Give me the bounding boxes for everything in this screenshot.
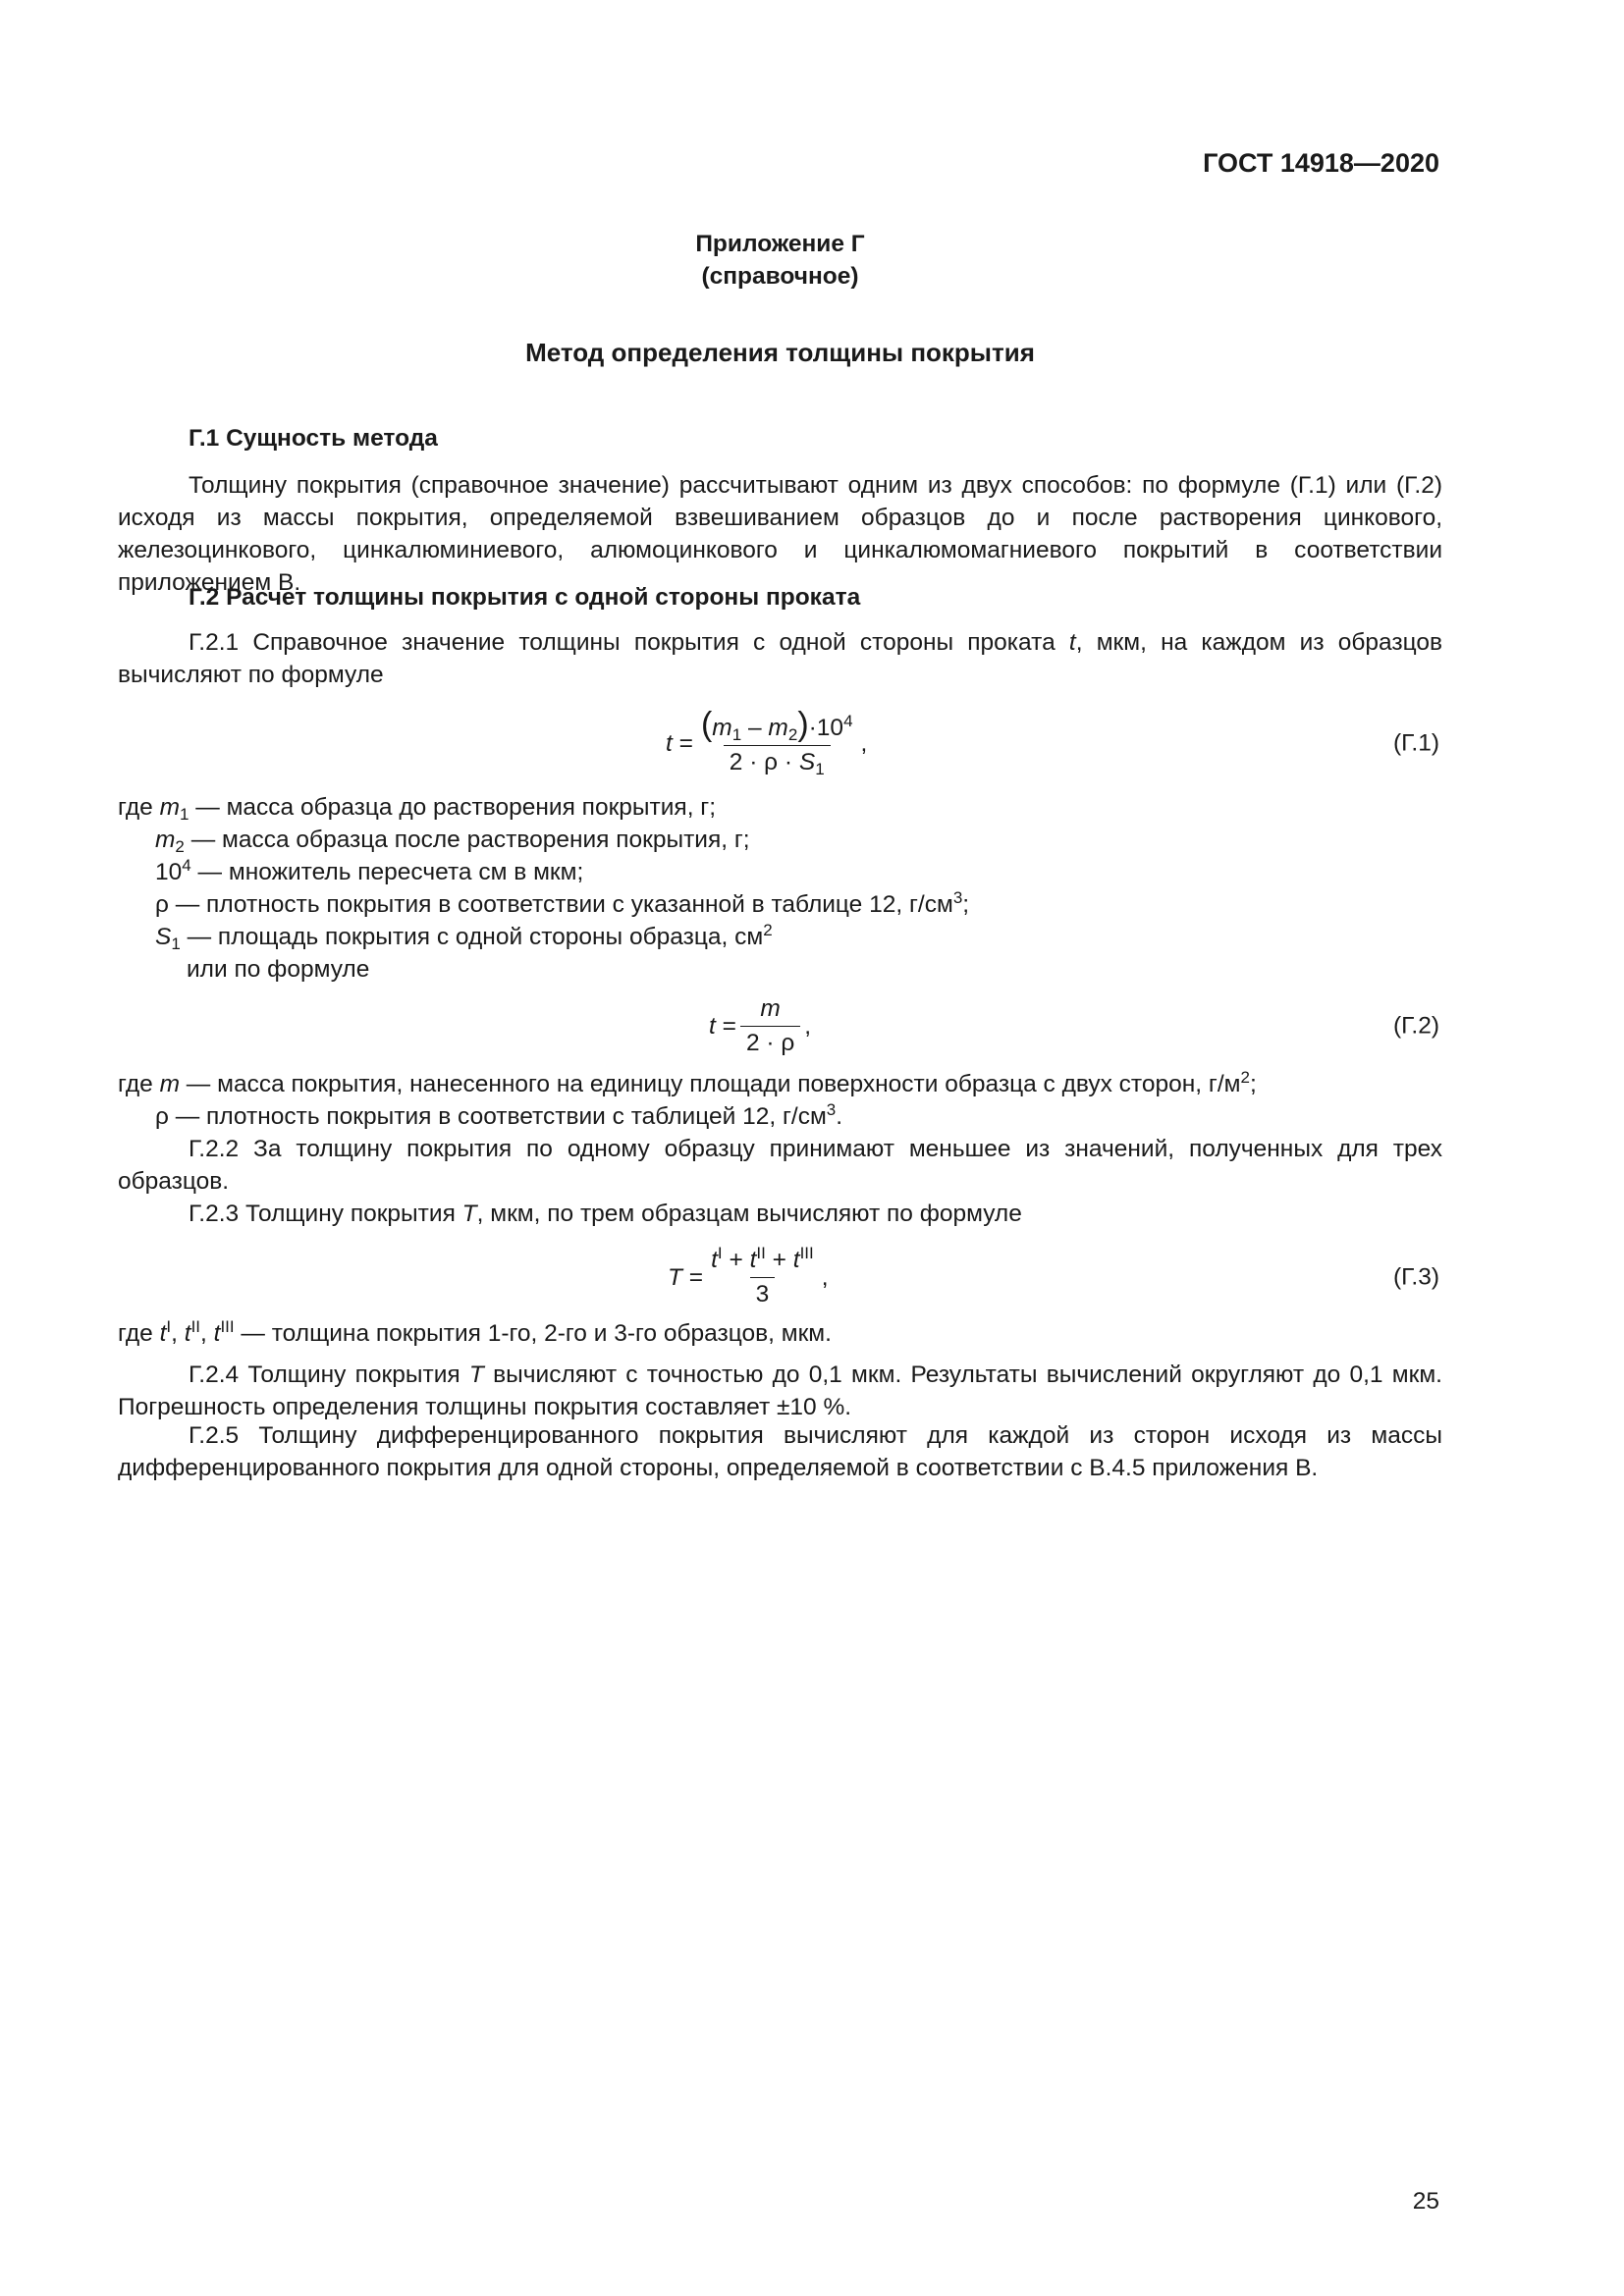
definitions-g2: где m — масса покрытия, нанесенного на единицу площади поверхности образца с двух сторон, $г/м^2$; ρ — плотность покрытия в соответствии с таблицей 12, $г/см^3$. [118, 1068, 1257, 1130]
standard-number: ГОСТ 14918—2020 [1203, 148, 1439, 178]
equation-number: (Г.2) [1392, 1012, 1439, 1040]
fraction: $\frac{m}{2 \cdot \rho}$ [740, 994, 800, 1058]
definitions-g3: где $t^I$, $t^{II}$, $t^{III}$ — толщина покрытия 1-го, 2-го и 3-го образцов, мкм. [118, 1317, 832, 1347]
fraction: $\frac{t^I + t^{II} + t^{III}}{3}$ [711, 1243, 814, 1308]
paragraph-g22: Г.2.2 За толщину покрытия по одному образцу принимают меньшее из значений, полученных для трех образцов. [118, 1136, 1442, 1195]
section-1-text [118, 469, 1442, 599]
section-heading-2: Г.2 Расчет толщины покрытия с одной стороны проката [189, 584, 861, 611]
section-heading-1: Г.1 Сущность метода [189, 425, 438, 452]
fraction: $\frac{(m_1 - m_2)\cdot 10^4}{2 \cdot \rho \cdot S_1}$ [700, 705, 853, 778]
paragraph-g24: Г.2.4 Толщину покрытия T вычисляют с точностью до 0,1 мкм. Результаты вычислений округляют до 0,1 мкм. Погрешность определения толщины покрытия составляет ±10 %. [118, 1362, 1442, 1420]
equation-number: (Г.3) [1392, 1263, 1439, 1291]
annex-type: (справочное) [701, 263, 859, 290]
definitions-g1: где $m_1$ — масса образца до растворения покрытия, г; $m_2$ — масса образца после растворения покрытия, г; $10^4$ — множитель пересчета см в мкм; ρ — плотность покрытия в соответствии с указанной в таблице 12, $г/см^3$; $S_1$ — площадь покрытия с одной стороны образца, $см^2$ или по формуле [118, 794, 970, 983]
paragraph-g21: Г.2.1 Справочное значение толщины покрытия с одной стороны проката t, мкм, на каждом из образцов вычисляют по формуле [118, 629, 1442, 688]
annex-heading: Метод определения толщины покрытия [525, 338, 1035, 367]
formula-g1: t = $\frac{(m_1 - m_2)\cdot 10^4}{2 \cdot \rho \cdot S_1}$ , (Г.1) [666, 705, 1439, 778]
formula-g2: t = $\frac{m}{2 \cdot \rho}$ , (Г.2) [709, 994, 1439, 1056]
annex-title: Приложение Г [695, 231, 865, 257]
paragraph-g25: Г.2.5 Толщину дифференцированного покрытия вычисляют для каждой из сторон исходя из массы дифференцированного покрытия для одной стороны, определяемой в соответствии с В.4.5 приложения В. [118, 1422, 1442, 1481]
page-number: 25 [1412, 2188, 1439, 2215]
formula-g3: T = $\frac{t^I + t^{II} + t^{III}}{3}$ , (Г.3) [668, 1243, 1439, 1308]
equation-number: (Г.1) [1392, 729, 1439, 757]
paragraph: Толщину покрытия (справочное значение) рассчитывают одним из двух способов: по формуле (Г.1) или (Г.2) исходя из массы покрытия, определяемой взвешиванием образцов до и после растворения цинкового, железоцинкового, цинкалюминиевого, алюмоцинкового и цинкалюмомагниевого покрытий в соответствии приложением В. [118, 472, 1442, 596]
paragraph-g23: Г.2.3 Толщину покрытия T, мкм, по трем образцам вычисляют по формуле [189, 1201, 1022, 1227]
